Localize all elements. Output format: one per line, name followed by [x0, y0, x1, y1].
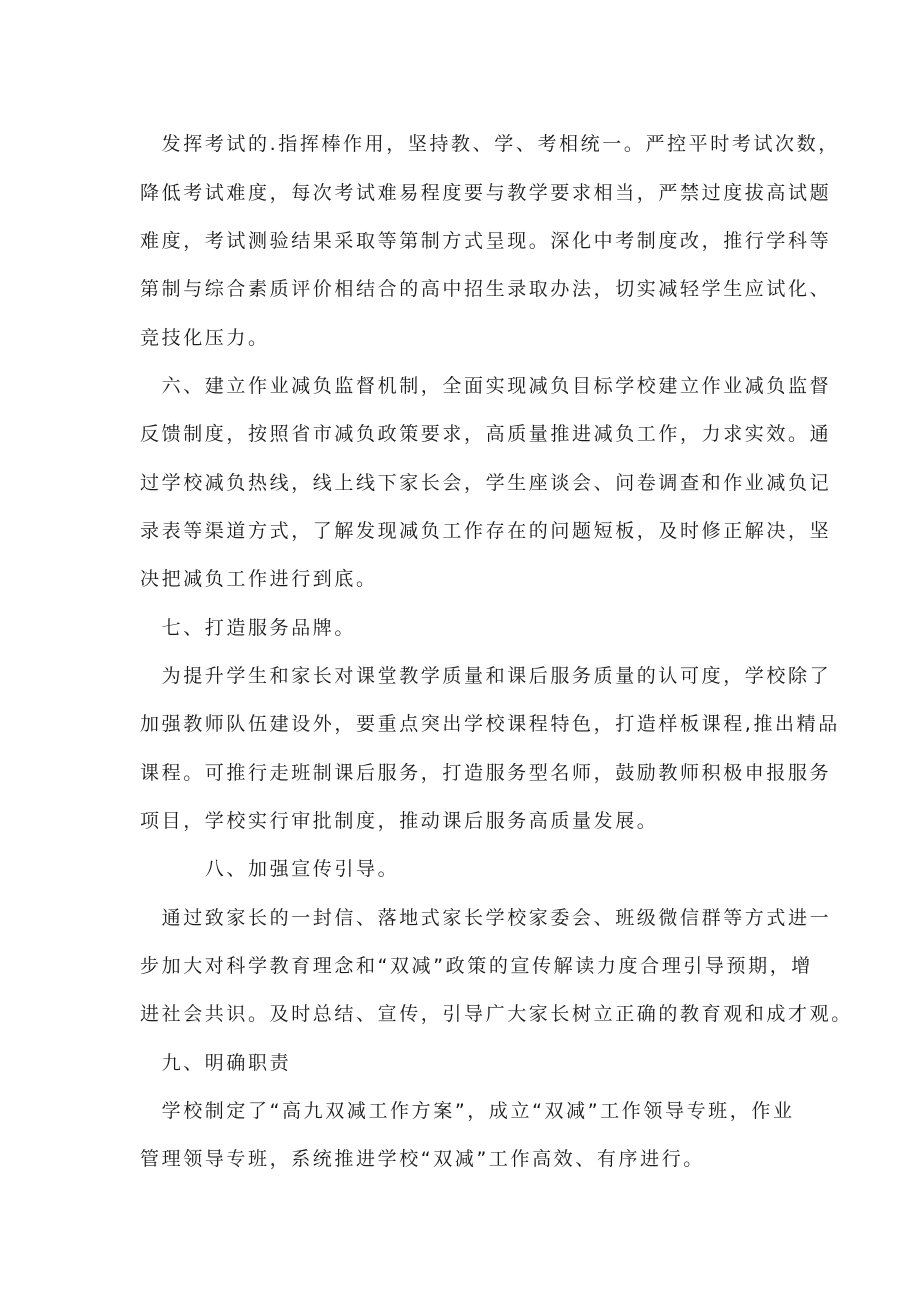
text-line: 课程。可推行走班制课后服务，打造服务型名师，鼓励教师积极申报服务 — [140, 762, 832, 784]
text-line: 决把减负工作进行到底。 — [140, 568, 378, 590]
text-line: 降低考试难度，每次考试难易程度要与教学要求相当，严禁过度拔高试题 — [140, 182, 832, 204]
text-line: 进社会共识。及时总结、宣传，引导广大家长树立正确的教育观和成才观。 — [140, 1003, 853, 1025]
section-heading: 七、打造服务品牌。 — [140, 617, 357, 639]
text-line: 过学校减负热线，线上线下家长会，学生座谈会、问卷调查和作业减负记 — [140, 472, 832, 494]
text-line: 竞技化压力。 — [140, 327, 270, 349]
text-line: 录表等渠道方式，了解发现减负工作存在的问题短板，及时修正解决，坚 — [140, 520, 832, 542]
text-line: 步加大对科学教育理念和“双减”政策的宣传解读力度合理引导预期，增 — [140, 955, 813, 977]
section-heading: 八、加强宣传引导。 — [140, 858, 400, 880]
text-line: 学校制定了“高九双减工作方案”，成立“双减”工作领导专班，作业 — [140, 1100, 795, 1122]
text-line: 反馈制度，按照省市减负政策要求，高质量推进减负工作，力求实效。通 — [140, 423, 832, 445]
text-line: 加强教师队伍建设外，要重点突出学校课程特色，打造样板课程,推出精品 — [140, 713, 840, 735]
text-line: 难度，考试测验结果采取等第制方式呈现。深化中考制度改，推行学科等 — [140, 230, 832, 252]
text-line: 第制与综合素质评价相结合的高中招生录取办法，切实减轻学生应试化、 — [140, 278, 832, 300]
text-line: 六、建立作业减负监督机制，全面实现减负目标学校建立作业减负监督 — [140, 375, 832, 397]
text-line: 为提升学生和家长对课堂教学质量和课后服务质量的认可度，学校除了 — [140, 665, 832, 687]
text-line: 项目，学校实行审批制度，推动课后服务高质量发展。 — [140, 810, 659, 832]
text-line: 管理领导专班，系统推进学校“双减”工作高效、有序进行。 — [140, 1148, 705, 1170]
text-line: 发挥考试的.指挥棒作用，坚持教、学、考相统一。严控平时考试次数， — [140, 133, 840, 155]
text-line: 通过致家长的一封信、落地式家长学校家委会、班级微信群等方式进一 — [140, 907, 832, 929]
section-heading: 九、明确职责 — [140, 1052, 292, 1074]
